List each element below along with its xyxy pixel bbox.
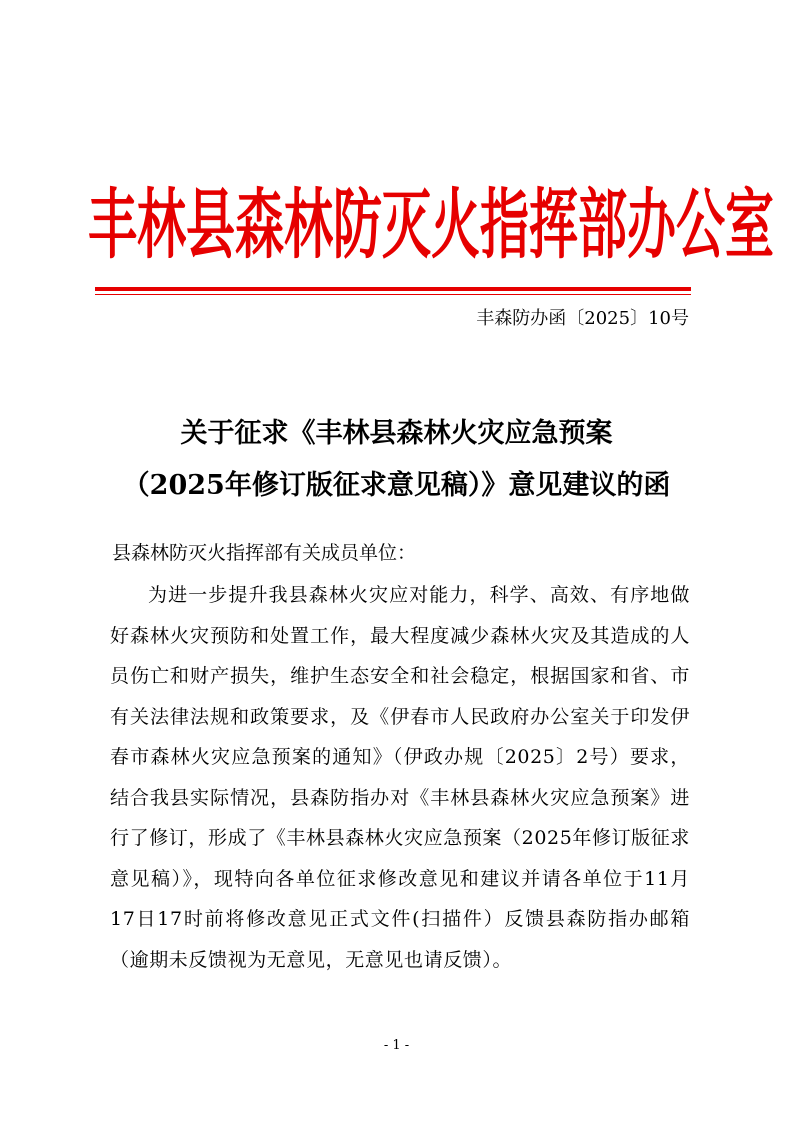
- title-line-2: （2025年修订版征求意见稿）》意见建议的函: [122, 470, 671, 501]
- salutation: 县森林防灭火指挥部有关成员单位：: [112, 542, 417, 564]
- body-paragraph: 为进一步提升我县森林火灾应对能力，科学、高效、有序地做好森林火灾预防和处置工作，最大程度减少森林火灾及其造成的人员伤亡和财产损失，维护生态安全和社会稳定，根据国家和省、市有关法律法规和政策要求，及《伊春市人民政府办公室关于印发伊春市森林火灾应急预案的通知》（伊政办规〔2025〕2号）要求，结合我县实际情况，县森防指办对《丰林县森林火灾应急预案》进行了修订，形成了《丰林县森林火灾应急预案（2025年修订版征求意见稿）》，现特向各单位征求修改意见和建议并请各单位于11月17日17时前将修改意见正式文件(扫描件）反馈县森防指办邮箱（逾期未反馈视为无意见，无意见也请反馈）。: [110, 584, 690, 971]
- page-number: - 1 -: [383, 1038, 410, 1053]
- document-number: 丰森防办函〔2025〕10号: [476, 308, 689, 329]
- header-red-rule: [95, 287, 691, 291]
- header-red-rule-thin: [95, 294, 691, 295]
- document-title: [60, 408, 733, 512]
- title-line-1: 关于征求《丰林县森林火灾应急预案: [180, 418, 613, 449]
- issuing-organization-header: 丰林县森林防灭火指挥部办公室: [88, 181, 775, 270]
